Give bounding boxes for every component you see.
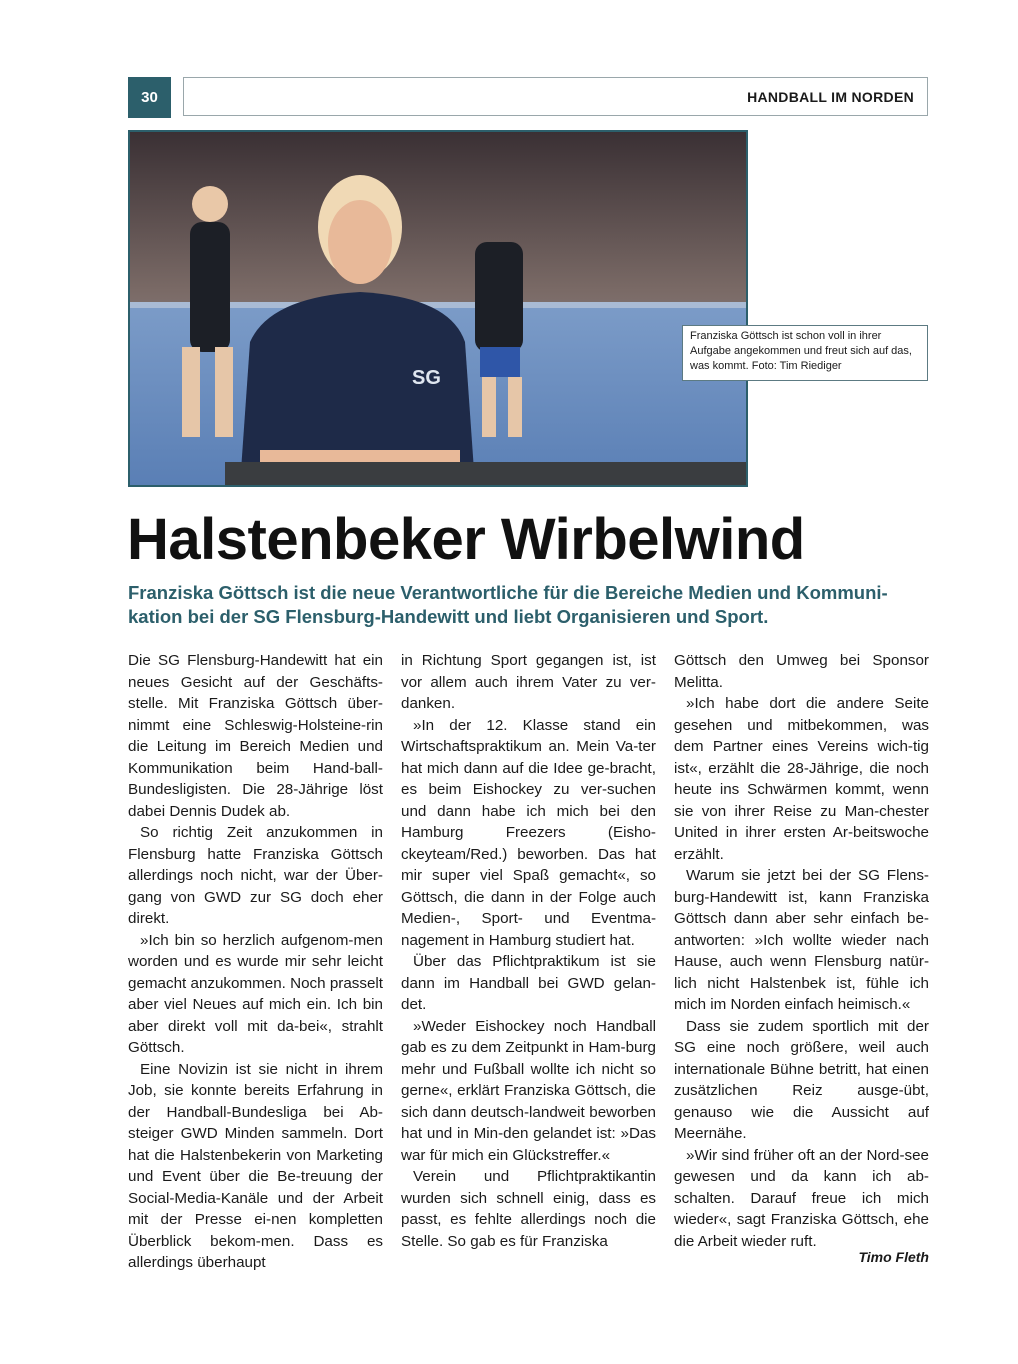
paragraph: Die SG Flensburg-Handewitt hat ein neues Gesicht auf der Geschäfts-stelle. Mit Franziska Göttsch über-nimmt eine Schleswig-Holsteine-rin die Leitung im Bereich Medien und Kommunikation beim Hand-ball-Bundesligisten. Die 28-Jährige löst dabei Dennis Dudek ab. (128, 652, 383, 820)
paragraph: So richtig Zeit anzukommen in Flensburg hatte Franziska Göttsch allerdings noch nicht, war der Über-gang von GWD zur SG doch eher direkt. (128, 824, 383, 927)
section-title: HANDBALL IM NORDEN (747, 88, 914, 105)
section-header (183, 77, 928, 116)
paragraph: Verein und Pflichtpraktikantin wurden sich schnell einig, dass es passt, es fehlte allerdings noch die Stelle. So gab es für Franziska (401, 1168, 656, 1250)
paragraph: in Richtung Sport gegangen ist, ist vor allem auch ihrem Vater zu ver-danken. (401, 652, 656, 712)
paragraph: Über das Pflichtpraktikum ist sie dann im Handball bei GWD gelan-det. (401, 953, 656, 1013)
svg-text:SG: SG (412, 367, 441, 389)
headline: Halstenbeker Wirbelwind (127, 507, 805, 572)
paragraph: Warum sie jetzt bei der SG Flens-burg-Handewitt ist, kann Franziska Göttsch dann aber sehr einfach be-antworten: »Ich wollte wieder nach Hause, auch wenn Flensburg natür-lich nicht Halstenbek ist, fühle ich mich im Norden einfach heimisch.« (674, 867, 929, 1013)
paragraph: »Ich habe dort die andere Seite gesehen und mitbekommen, was dem Partner eines Vereins wich-tig ist«, erzählt die 28-Jährige, die noch heute ins Schwärmen kommt, wenn sie von ihrer Reise zu Man-chester United in ihrer ersten Ar-beitswoche erzählt. (674, 695, 929, 863)
paragraph: Dass sie zudem sportlich mit der SG eine noch größere, weil auch internationale Bühne betritt, hat einen zusätzlichen Reiz ausge-übt, genauso wie die Aussicht auf Meernähe. (674, 1017, 929, 1142)
article-column-3 (674, 650, 929, 1252)
paragraph: »In der 12. Klasse stand ein Wirtschaftspraktikum an. Mein Va-ter hat mich dann auf die Idee ge-bracht, es beim Eishockey zu ver-suchen und dann habe ich mich bei den Hamburg Freezers (Eisho-ckeyteam/Red.) beworben. Das hat mir super viel Spaß gemacht«, so Göttsch, die dann in der Folge auch Medien-, Sport- und Eventma-nagement in Hamburg studiert hat. (401, 716, 656, 949)
paragraph: »Ich bin so herzlich aufgenom-men worden und es wurde mir sehr leicht gemacht anzukommen. Noch prasselt aber viel Neues auf mich ein. Ich bin aber direkt voll mit da-bei«, strahlt Göttsch. (128, 931, 383, 1056)
article-photo (128, 130, 748, 487)
page-number: 30 (128, 77, 171, 118)
paragraph: »Weder Eishockey noch Handball gab es zu dem Zeitpunkt in Ham-burg mehr und Fußball wollte ich nicht so gerne«, erklärt Franziska Göttsch, die sich dann deutsch-landweit beworben hat und in Min-den gelandet ist: »Das war für mich ein Glückstreffer.« (401, 1017, 656, 1164)
photo-caption: Franziska Göttsch ist schon voll in ihrer Aufgabe angekommen und freut sich auf das, was kommt. Foto: Tim Riediger (682, 325, 928, 381)
photo-illustration (130, 132, 746, 485)
deck: Franziska Göttsch ist die neue Verantwortliche für die Bereiche Medien und Kommuni-kation bei der SG Flensburg-Handewitt und liebt Organisieren und Sport. (128, 582, 888, 627)
article-column-1 (128, 650, 383, 1274)
article-column-2 (401, 650, 656, 1252)
paragraph: Göttsch den Umweg bei Sponsor Melitta. (674, 652, 929, 691)
paragraph: Eine Novizin ist sie nicht in ihrem Job, sie konnte bereits Erfahrung in der Handball-Bundesliga bei Ab-steiger GWD Minden sammeln. Dort hat die Halstenbekerin von Marketing und Event über die Be-treuung der Social-Media-Kanäle und der Arbeit mit der Presse ei-nen kompletten Überblick bekom-men. Dass es allerdings überhaupt (128, 1060, 383, 1271)
paragraph: »Wir sind früher oft an der Nord-see gewesen und da kann ich ab-schalten. Darauf freue ich mich wieder«, sagt Franziska Göttsch, ehe die Arbeit wieder ruft. (674, 1146, 929, 1250)
author-byline: Timo Fleth (858, 1249, 929, 1265)
